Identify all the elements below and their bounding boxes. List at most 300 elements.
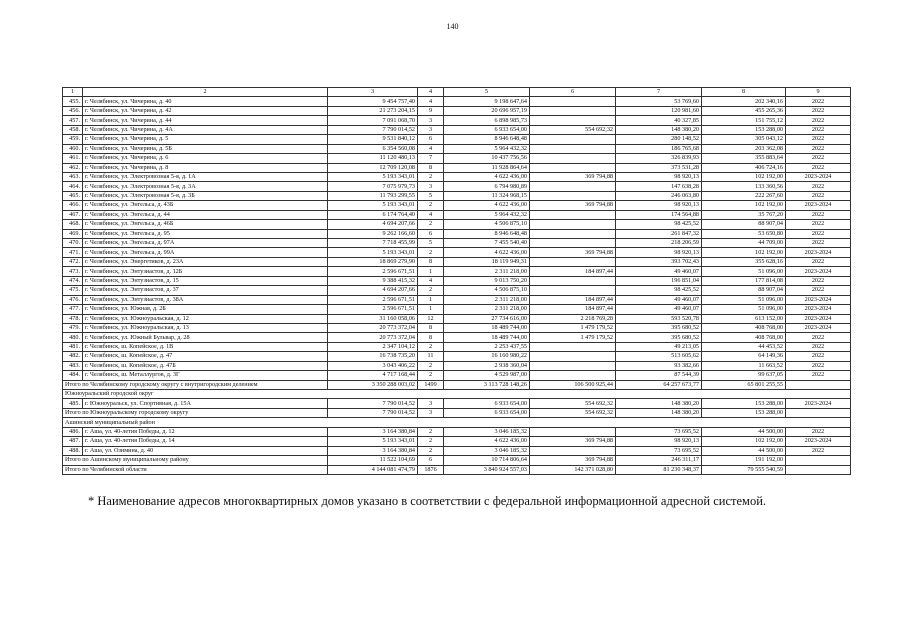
table-cell: 2023-2024 (786, 399, 851, 408)
table-cell: 2022 (786, 116, 851, 125)
table-cell: 5 964 432,32 (444, 144, 530, 153)
table-cell: г. Челябинск, ул. Энтузиастов, д. 15 (83, 276, 328, 285)
table-row (63, 314, 851, 323)
table-cell: 73 695,52 (616, 427, 702, 436)
table-row (63, 295, 851, 304)
total-label: Итого по Челябинскому городскому округу с внутригородским делением (63, 380, 328, 389)
table-cell: 9 (418, 106, 444, 115)
total-cell: 7 790 014,52 (328, 408, 418, 417)
total-cell: 153 288,00 (702, 408, 786, 417)
table-row (63, 172, 851, 181)
footnote: * Наименование адресов многоквартирных домов указано в соответствии с федеральной информационной адресной системой. (88, 494, 767, 508)
table-cell: 4 694 207,66 (328, 286, 418, 295)
table-cell: 196 851,04 (616, 276, 702, 285)
table-cell: г. Челябинск, ул. Чичерина, д. 44 (83, 116, 328, 125)
table-cell: г. Челябинск, ш. Копейское, д. 1В (83, 342, 328, 351)
table-cell: 202 340,16 (702, 97, 786, 106)
table-cell: 2 (418, 286, 444, 295)
table-cell: 6 933 654,00 (444, 399, 530, 408)
table-cell: 8 946 648,48 (444, 229, 530, 238)
table-cell: 102 192,00 (702, 437, 786, 446)
table-cell: г. Челябинск, ул. Энгельса, д. 99А (83, 248, 328, 257)
table-cell: 9 262 166,60 (328, 229, 418, 238)
table-cell (530, 210, 616, 219)
table-cell: 6 (418, 229, 444, 238)
table-cell: 484. (63, 371, 83, 380)
table-cell: г. Челябинск, ул. Электровозная 5-я, д. 3А (83, 182, 328, 191)
table-cell: 468. (63, 220, 83, 229)
table-cell: 98 920,13 (616, 248, 702, 257)
table-cell: 102 192,00 (702, 172, 786, 181)
total-label: Итого по Челябинской области (63, 465, 328, 474)
table-cell: 2 347 104,12 (328, 342, 418, 351)
table-cell (530, 144, 616, 153)
table-cell: 2023-2024 (786, 201, 851, 210)
table-cell: 4 622 436,00 (444, 248, 530, 257)
table-cell: 1 (418, 295, 444, 304)
table-cell: г. Челябинск, ул. Южноуральская, д. 12 (83, 314, 328, 323)
table-cell: 203 362,08 (702, 144, 786, 153)
table-cell (530, 106, 616, 115)
table-cell: 2022 (786, 97, 851, 106)
table-cell: 593 520,78 (616, 314, 702, 323)
table-cell: 2022 (786, 361, 851, 370)
table-cell: 3 (418, 182, 444, 191)
table-cell (530, 97, 616, 106)
table-cell: 369 794,88 (530, 248, 616, 257)
table-cell: 462. (63, 163, 83, 172)
table-cell: 53 650,80 (702, 229, 786, 238)
table-cell: 455. (63, 97, 83, 106)
table-cell (530, 229, 616, 238)
table-row (63, 106, 851, 115)
table-cell: 53 769,60 (616, 97, 702, 106)
table-cell (530, 276, 616, 285)
total-cell: 148 380,20 (616, 408, 702, 417)
table-cell: 478. (63, 314, 83, 323)
table-cell: 5 (418, 239, 444, 248)
table-cell: г. Челябинск, ш. Металлургов, д. 3Г (83, 371, 328, 380)
table-cell: 246 063,80 (616, 191, 702, 200)
table-cell: 20 773 372,04 (328, 323, 418, 332)
table-cell: г. Челябинск, ул. Энтузиастов, д. 38А (83, 295, 328, 304)
header-cell: 3 (328, 88, 418, 97)
table-cell: 49 213,05 (616, 342, 702, 351)
table-cell: 49 460,07 (616, 295, 702, 304)
table-cell: 471. (63, 248, 83, 257)
table-cell: 2023-2024 (786, 314, 851, 323)
table-cell: г. Челябинск, ул. Энгельса, д. 44 (83, 210, 328, 219)
total-cell: 10 714 806,64 (444, 456, 530, 465)
table-cell: 6 933 654,00 (444, 125, 530, 134)
table-cell: 326 839,93 (616, 154, 702, 163)
table-cell: 355 883,64 (702, 154, 786, 163)
table-cell: г. Челябинск, ул. Энгельса, д. 95 (83, 229, 328, 238)
total-cell: 65 801 255,55 (702, 380, 786, 389)
table-cell: 5 193 343,01 (328, 248, 418, 257)
header-cell: 1 (63, 88, 83, 97)
table-cell (530, 182, 616, 191)
table-cell: 1 479 179,52 (530, 333, 616, 342)
table-cell: 73 695,52 (616, 446, 702, 455)
total-row (63, 465, 851, 474)
table-cell: 369 794,88 (530, 201, 616, 210)
table-row (63, 116, 851, 125)
table-cell: 4 (418, 144, 444, 153)
table-cell: 2022 (786, 220, 851, 229)
table-row (63, 191, 851, 200)
table-cell: 459. (63, 135, 83, 144)
table-cell: 2 938 360,04 (444, 361, 530, 370)
table-cell: 44 500,00 (702, 427, 786, 436)
table-cell: 153 288,00 (702, 125, 786, 134)
table-cell: 6 898 985,73 (444, 116, 530, 125)
table-cell: 483. (63, 361, 83, 370)
total-cell: 79 555 540,59 (702, 465, 786, 474)
table-cell: г. Челябинск, ул. Южноуральская, д. 13 (83, 323, 328, 332)
total-cell: 369 794,88 (530, 456, 616, 465)
table-cell: 2022 (786, 210, 851, 219)
table-cell: 2023-2024 (786, 323, 851, 332)
table-cell: г. Челябинск, ул. Чичерина, д. 6 (83, 154, 328, 163)
table-cell: 184 897,44 (530, 267, 616, 276)
table-row (63, 135, 851, 144)
table-cell: 479. (63, 323, 83, 332)
total-cell: 191 192,00 (702, 456, 786, 465)
table-cell: 184 897,44 (530, 295, 616, 304)
table-cell: 88 907,04 (702, 220, 786, 229)
table-cell: 11 928 864,64 (444, 163, 530, 172)
table-cell: 2 (418, 446, 444, 455)
table-cell: 4 717 168,44 (328, 371, 418, 380)
table-row (63, 286, 851, 295)
table-cell: 2023-2024 (786, 437, 851, 446)
table-cell: 456. (63, 106, 83, 115)
table-cell: 4 622 436,00 (444, 201, 530, 210)
table-cell: 2022 (786, 229, 851, 238)
table-cell: 6 794 980,89 (444, 182, 530, 191)
table-cell: 2022 (786, 286, 851, 295)
table-cell: 473. (63, 267, 83, 276)
table-cell: 487. (63, 437, 83, 446)
header-cell: 2 (83, 88, 328, 97)
table-cell: 305 043,12 (702, 135, 786, 144)
table-cell: 455 265,36 (702, 106, 786, 115)
table-cell: 16 160 980,22 (444, 352, 530, 361)
total-row (63, 456, 851, 465)
table-cell: 5 964 432,32 (444, 210, 530, 219)
table-cell: 18 869 279,90 (328, 257, 418, 266)
total-label: Итого по Ашинскому муниципальному району (63, 456, 328, 465)
table-cell: 467. (63, 210, 83, 219)
total-cell (786, 408, 851, 417)
table-cell: 475. (63, 286, 83, 295)
header-cell: 7 (616, 88, 702, 97)
table-cell: 2022 (786, 342, 851, 351)
table-cell: 4 622 436,00 (444, 437, 530, 446)
table-cell: 2023-2024 (786, 295, 851, 304)
table-row (63, 220, 851, 229)
table-cell: 7 091 068,70 (328, 116, 418, 125)
table-cell: 98 920,13 (616, 172, 702, 181)
table-row (63, 257, 851, 266)
table-cell: 147 638,28 (616, 182, 702, 191)
table-row (63, 163, 851, 172)
table-cell: 44 500,00 (702, 446, 786, 455)
table-cell: 88 907,04 (702, 286, 786, 295)
table-cell: 7 075 979,73 (328, 182, 418, 191)
table-cell: 6 354 560,08 (328, 144, 418, 153)
table-row (63, 399, 851, 408)
table-row (63, 323, 851, 332)
table-cell: 10 437 756,56 (444, 154, 530, 163)
table-row (63, 427, 851, 436)
table-row (63, 239, 851, 248)
table-cell: г. Южноуральск, ул. Спортивная, д. 15А (83, 399, 328, 408)
table-cell: 7 718 455,99 (328, 239, 418, 248)
table-cell: 2022 (786, 182, 851, 191)
table-cell: 98 425,52 (616, 220, 702, 229)
table-cell: 2022 (786, 257, 851, 266)
table-cell: 5 193 343,01 (328, 437, 418, 446)
table-cell: 461. (63, 154, 83, 163)
table-cell: 2022 (786, 352, 851, 361)
table-cell (530, 116, 616, 125)
table-cell: г. Челябинск, ул. Чичерина, д. 5Б (83, 144, 328, 153)
table-cell: 8 (418, 333, 444, 342)
table-cell: г. Челябинск, ул. Энгельса, д. 43Б (83, 201, 328, 210)
table-cell: г. Челябинск, ш. Копейское, д. 47Б (83, 361, 328, 370)
table-cell: 5 193 343,01 (328, 201, 418, 210)
table-row (63, 182, 851, 191)
total-cell: 246 311,17 (616, 456, 702, 465)
table-cell: г. Челябинск, ул. Чичерина, д. 4А (83, 125, 328, 134)
table-cell: 11 324 968,15 (444, 191, 530, 200)
table-cell: 120 981,60 (616, 106, 702, 115)
table-cell: 3 046 185,32 (444, 427, 530, 436)
header-cell: 8 (702, 88, 786, 97)
table-cell (530, 163, 616, 172)
table-cell: 485. (63, 399, 83, 408)
table-cell: 133 360,56 (702, 182, 786, 191)
table-cell: 64 149,36 (702, 352, 786, 361)
table-cell: 6 174 764,40 (328, 210, 418, 219)
table-cell: 2 (418, 371, 444, 380)
table-cell: 18 119 949,31 (444, 257, 530, 266)
table-cell: 12 709 120,08 (328, 163, 418, 172)
table-cell: 102 192,00 (702, 248, 786, 257)
table-cell: 7 790 014,52 (328, 399, 418, 408)
table-row (63, 154, 851, 163)
table-cell: 393 702,43 (616, 257, 702, 266)
table-cell: 98 920,13 (616, 201, 702, 210)
table-cell (530, 446, 616, 455)
table-cell: 148 380,20 (616, 399, 702, 408)
total-row (63, 408, 851, 417)
table-cell: 2 596 671,51 (328, 305, 418, 314)
table-cell: г. Челябинск, ул. Электровозная 5-я, д. 1А (83, 172, 328, 181)
table-cell: г. Аша, ул. Озимина, д. 40 (83, 446, 328, 455)
table-cell: г. Челябинск, ул. Южная, д. 2Б (83, 305, 328, 314)
table-cell (530, 352, 616, 361)
table-cell: 9 198 647,64 (444, 97, 530, 106)
table-cell: 465. (63, 191, 83, 200)
total-cell: 11 522 104,69 (328, 456, 418, 465)
table-cell: 2 (418, 361, 444, 370)
table-cell: 99 637,05 (702, 371, 786, 380)
table-cell: 464. (63, 182, 83, 191)
table-cell: 477. (63, 305, 83, 314)
table-row (63, 371, 851, 380)
table-row (63, 144, 851, 153)
table-cell: г. Челябинск, ул. Южный Бульвар, д. 28 (83, 333, 328, 342)
table-cell: 4 (418, 210, 444, 219)
table-cell: г. Аша, ул. 40-летия Победы, д. 12 (83, 427, 328, 436)
table-cell: 280 148,52 (616, 135, 702, 144)
table-cell: 9 388 415,32 (328, 276, 418, 285)
table-row (63, 437, 851, 446)
table-cell (530, 135, 616, 144)
table-cell (530, 154, 616, 163)
table-cell: 4 (418, 97, 444, 106)
table-cell: 2023-2024 (786, 248, 851, 257)
table-cell (530, 257, 616, 266)
table-cell: 3 (418, 116, 444, 125)
table-cell: 2023-2024 (786, 267, 851, 276)
total-cell: 81 230 348,37 (616, 465, 702, 474)
table-cell: 2023-2024 (786, 172, 851, 181)
total-cell: 1876 (418, 465, 444, 474)
table-row (63, 125, 851, 134)
section-label: Ашинский муниципальный район (63, 418, 851, 427)
table-cell: 2022 (786, 427, 851, 436)
table-cell: 49 460,07 (616, 267, 702, 276)
page-number: 140 (446, 22, 459, 31)
table-cell: 2022 (786, 333, 851, 342)
total-cell: 142 371 028,80 (530, 465, 616, 474)
table-cell: 18 489 744,00 (444, 333, 530, 342)
table-cell: 395 680,52 (616, 333, 702, 342)
table-cell: 486. (63, 427, 83, 436)
table-cell: 8 (418, 163, 444, 172)
table-cell: 1 (418, 267, 444, 276)
table-cell: 4 622 436,00 (444, 172, 530, 181)
table-cell: г. Аша, ул. 40-летия Победы, д. 14 (83, 437, 328, 446)
section-row (63, 418, 851, 427)
table-cell: 20 773 372,04 (328, 333, 418, 342)
table-cell: 44 709,00 (702, 239, 786, 248)
table-cell: 472. (63, 257, 83, 266)
table-cell: 481. (63, 342, 83, 351)
table-cell: 218 206,59 (616, 239, 702, 248)
header-cell: 9 (786, 88, 851, 97)
table-cell: 2 (418, 342, 444, 351)
table-cell: 35 767,20 (702, 210, 786, 219)
table-cell: 20 696 957,19 (444, 106, 530, 115)
table-row (63, 201, 851, 210)
table-cell: 3 (418, 125, 444, 134)
table-cell: 31 160 058,06 (328, 314, 418, 323)
total-cell: 6 933 654,00 (444, 408, 530, 417)
table-row (63, 210, 851, 219)
table-cell: 4 506 875,10 (444, 220, 530, 229)
table-cell: 2 (418, 201, 444, 210)
table-cell: г. Челябинск, ул. Чичерина, д. 5 (83, 135, 328, 144)
table-row (63, 361, 851, 370)
table-cell: 4 529 987,00 (444, 371, 530, 380)
table-cell (530, 286, 616, 295)
total-cell: 1499 (418, 380, 444, 389)
table-cell: 2 311 218,00 (444, 267, 530, 276)
table-cell: 51 096,00 (702, 295, 786, 304)
table-cell: 12 (418, 314, 444, 323)
table-cell: 49 460,07 (616, 305, 702, 314)
table-cell (530, 342, 616, 351)
table-cell: 3 (418, 399, 444, 408)
table-cell: 466. (63, 201, 83, 210)
table-cell: 5 (418, 191, 444, 200)
total-label: Итого по Южноуральскому городскому округу (63, 408, 328, 417)
total-cell: 3 (418, 408, 444, 417)
table-cell: 3 043 406,22 (328, 361, 418, 370)
total-cell: 106 500 925,44 (530, 380, 616, 389)
table-cell: 177 814,08 (702, 276, 786, 285)
table-row (63, 305, 851, 314)
table-cell: 174 564,88 (616, 210, 702, 219)
total-cell: 3 350 288 003,02 (328, 380, 418, 389)
total-cell: 6 (418, 456, 444, 465)
table-cell: г. Челябинск, ул. Энгельса, д. 46Б (83, 220, 328, 229)
table-row (63, 97, 851, 106)
table-cell: 16 738 735,20 (328, 352, 418, 361)
table-cell: 2022 (786, 239, 851, 248)
table-cell: 2 (418, 437, 444, 446)
table-cell: 488. (63, 446, 83, 455)
table-cell: 7 (418, 154, 444, 163)
table-cell: 4 694 207,66 (328, 220, 418, 229)
table-cell: 369 794,88 (530, 172, 616, 181)
table-cell: 222 267,60 (702, 191, 786, 200)
table-cell: 482. (63, 352, 83, 361)
table-cell: 148 380,20 (616, 125, 702, 134)
table-cell: 93 382,66 (616, 361, 702, 370)
table-cell: 6 (418, 135, 444, 144)
table-cell: 373 531,28 (616, 163, 702, 172)
section-label: Южноуральский городской округ (63, 390, 851, 399)
table-cell: 1 479 179,52 (530, 323, 616, 332)
table-cell: 2022 (786, 154, 851, 163)
table-cell: 151 755,12 (702, 116, 786, 125)
total-cell: 3 840 924 557,03 (444, 465, 530, 474)
header-cell: 4 (418, 88, 444, 97)
table-cell: 480. (63, 333, 83, 342)
total-cell: 554 692,32 (530, 408, 616, 417)
table-cell (530, 239, 616, 248)
table-cell: 51 096,00 (702, 267, 786, 276)
table-cell: 4 (418, 276, 444, 285)
table-cell: 98 920,13 (616, 437, 702, 446)
total-cell: 3 113 728 148,26 (444, 380, 530, 389)
table-cell: 7 790 014,52 (328, 125, 418, 134)
table-cell: г. Челябинск, ул. Энтузиастов, д. 12Б (83, 267, 328, 276)
table-cell: 2 596 671,51 (328, 295, 418, 304)
table-cell: г. Челябинск, ул. Чичерина, д. 40 (83, 97, 328, 106)
total-cell: 64 257 673,77 (616, 380, 702, 389)
table-cell: г. Челябинск, ул. Чичерина, д. 42 (83, 106, 328, 115)
table-cell: 2 (418, 248, 444, 257)
table-cell: 355 628,16 (702, 257, 786, 266)
table-cell: 460. (63, 144, 83, 153)
